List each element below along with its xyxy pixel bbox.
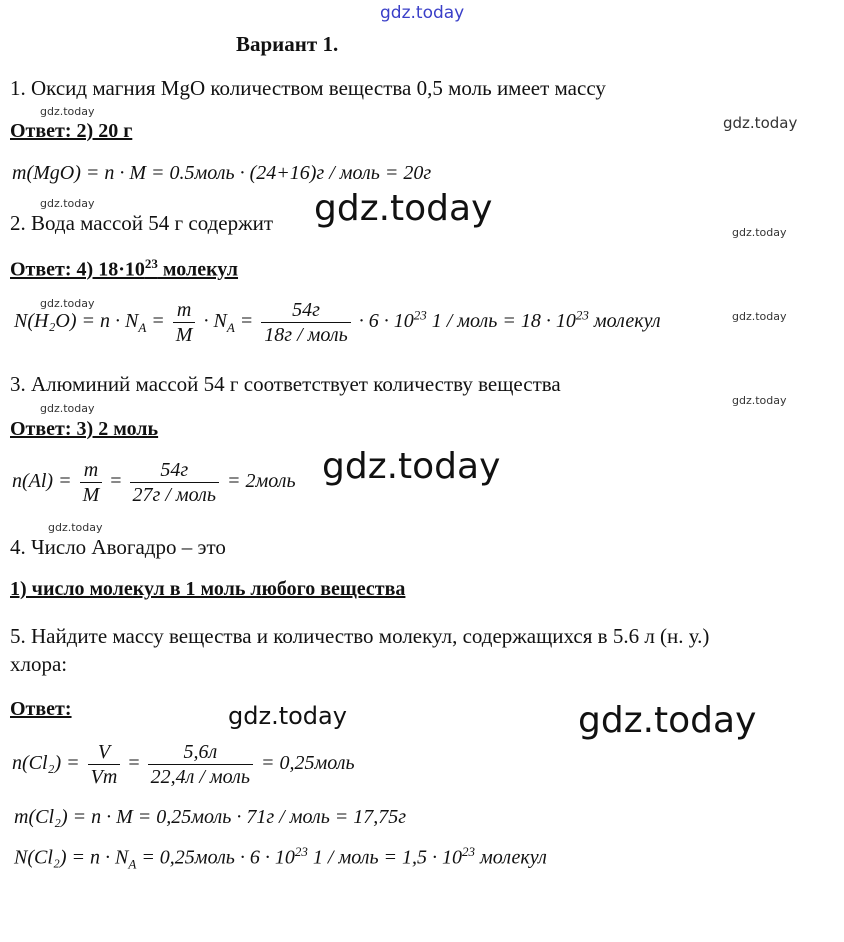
formula-3-frac-1-num: m bbox=[80, 458, 103, 483]
formula-2-eq: = bbox=[234, 310, 259, 333]
watermark: gdz.today bbox=[732, 310, 787, 323]
formula-2-frac-2-den: 18г / моль bbox=[264, 324, 348, 346]
formula-2-exp: 23 bbox=[413, 307, 427, 323]
question-3: 3. Алюминий массой 54 г соответствует количеству вещества bbox=[10, 372, 561, 396]
formula-2-sub: A bbox=[138, 320, 147, 336]
answer-2-unit: молекул bbox=[157, 258, 239, 281]
formula-3 bbox=[12, 458, 296, 507]
formula-5-2: m(Cl₂) = n · M = 0,25моль · 71г / моль = 17,75г bbox=[14, 806, 407, 828]
question-1: 1. Оксид магния MgO количеством вещества 0,5 моль имеет массу bbox=[10, 76, 606, 100]
formula-5-3-exp: 23 bbox=[462, 844, 476, 859]
formula-5-3-rhs: молекул bbox=[475, 846, 547, 869]
answer-1: Ответ: 2) 20 г bbox=[10, 120, 133, 142]
formula-2-rhs: · 6 · 10 bbox=[358, 310, 414, 333]
question-2: 2. Вода массой 54 г содержит bbox=[10, 211, 274, 235]
formula-3-frac-2 bbox=[130, 458, 219, 507]
formula-2-lhs: N(H₂O) = n · N bbox=[14, 310, 139, 333]
formula-3-frac-2-den: 27г / моль bbox=[132, 484, 216, 506]
formula-2-mid: · N bbox=[203, 310, 227, 333]
formula-5-1-frac-1-den: Vm bbox=[90, 766, 118, 788]
formula-2-eq: = bbox=[146, 310, 170, 333]
formula-5-3-lhs: N(Cl₂) = n · N bbox=[14, 846, 129, 869]
formula-2-rhs: 1 / моль = 18 · 10 bbox=[426, 310, 576, 333]
formula-5-3-exp: 23 bbox=[294, 844, 308, 859]
formula-3-rhs: = 2моль bbox=[227, 470, 296, 493]
formula-2-frac-2 bbox=[261, 298, 350, 347]
formula-2-frac-1-den: M bbox=[175, 324, 193, 346]
formula-5-1-eq: = bbox=[128, 752, 140, 775]
formula-5-1-lhs: n(Cl₂) = bbox=[12, 752, 80, 775]
watermark: gdz.today bbox=[40, 297, 95, 310]
answer-2-text: Ответ: 4) 18·10 bbox=[10, 258, 145, 281]
watermark-top: gdz.today bbox=[380, 3, 465, 23]
formula-1: m(MgO) = n · M = 0.5моль · (24+16)г / моль = 20г bbox=[12, 162, 432, 184]
formula-5-1-frac-1 bbox=[88, 740, 121, 789]
formula-5-1-frac-2-num: 5,6л bbox=[148, 740, 253, 765]
formula-3-eq: = bbox=[110, 470, 122, 493]
question-5-line-2: хлора: bbox=[10, 652, 68, 676]
watermark: gdz.today bbox=[40, 105, 95, 118]
formula-2-frac-2-num: 54г bbox=[261, 298, 350, 323]
answer-2-exponent: 23 bbox=[144, 256, 158, 271]
formula-2-frac-1 bbox=[173, 298, 196, 347]
formula-5-3 bbox=[14, 844, 547, 873]
question-5-line-1: 5. Найдите массу вещества и количество молекул, содержащихся в 5.6 л (н. у.) bbox=[10, 624, 710, 648]
watermark: gdz.today bbox=[732, 226, 787, 239]
formula-5-3-mid: = 0,25моль · 6 · 10 bbox=[136, 846, 295, 869]
watermark: gdz.today bbox=[228, 702, 347, 730]
formula-2-rhs: молекул bbox=[588, 310, 661, 333]
formula-5-3-sub: A bbox=[128, 856, 137, 872]
answer-4: 1) число молекул в 1 моль любого вещества bbox=[10, 578, 406, 600]
watermark: gdz.today bbox=[322, 446, 501, 487]
watermark: gdz.today bbox=[48, 521, 103, 534]
formula-5-3-mid: 1 / моль = 1,5 · 10 bbox=[307, 846, 463, 869]
formula-3-frac-1-den: M bbox=[82, 484, 100, 506]
formula-5-1-frac-2-den: 22,4л / моль bbox=[150, 766, 250, 788]
watermark: gdz.today bbox=[40, 402, 95, 415]
formula-5-1 bbox=[12, 740, 355, 789]
formula-2-frac-1-num: m bbox=[173, 298, 196, 323]
answer-3: Ответ: 3) 2 моль bbox=[10, 418, 159, 440]
page-title: Вариант 1. bbox=[236, 32, 339, 56]
answer-2 bbox=[10, 256, 238, 282]
formula-2-exp: 23 bbox=[575, 307, 589, 323]
watermark: gdz.today bbox=[578, 700, 757, 741]
watermark: gdz.today bbox=[723, 114, 798, 132]
formula-2-sub: A bbox=[226, 320, 235, 336]
answer-5: Ответ: bbox=[10, 698, 72, 720]
watermark: gdz.today bbox=[732, 394, 787, 407]
formula-3-lhs: n(Al) = bbox=[12, 470, 72, 493]
question-4: 4. Число Авогадро – это bbox=[10, 535, 226, 559]
formula-3-frac-1 bbox=[80, 458, 103, 507]
formula-2 bbox=[14, 298, 661, 347]
formula-5-1-frac-2 bbox=[148, 740, 253, 789]
formula-5-1-rhs: = 0,25моль bbox=[261, 752, 355, 775]
watermark: gdz.today bbox=[314, 188, 493, 229]
watermark: gdz.today bbox=[40, 197, 95, 210]
formula-5-1-frac-1-num: V bbox=[88, 740, 121, 765]
formula-3-frac-2-num: 54г bbox=[130, 458, 219, 483]
